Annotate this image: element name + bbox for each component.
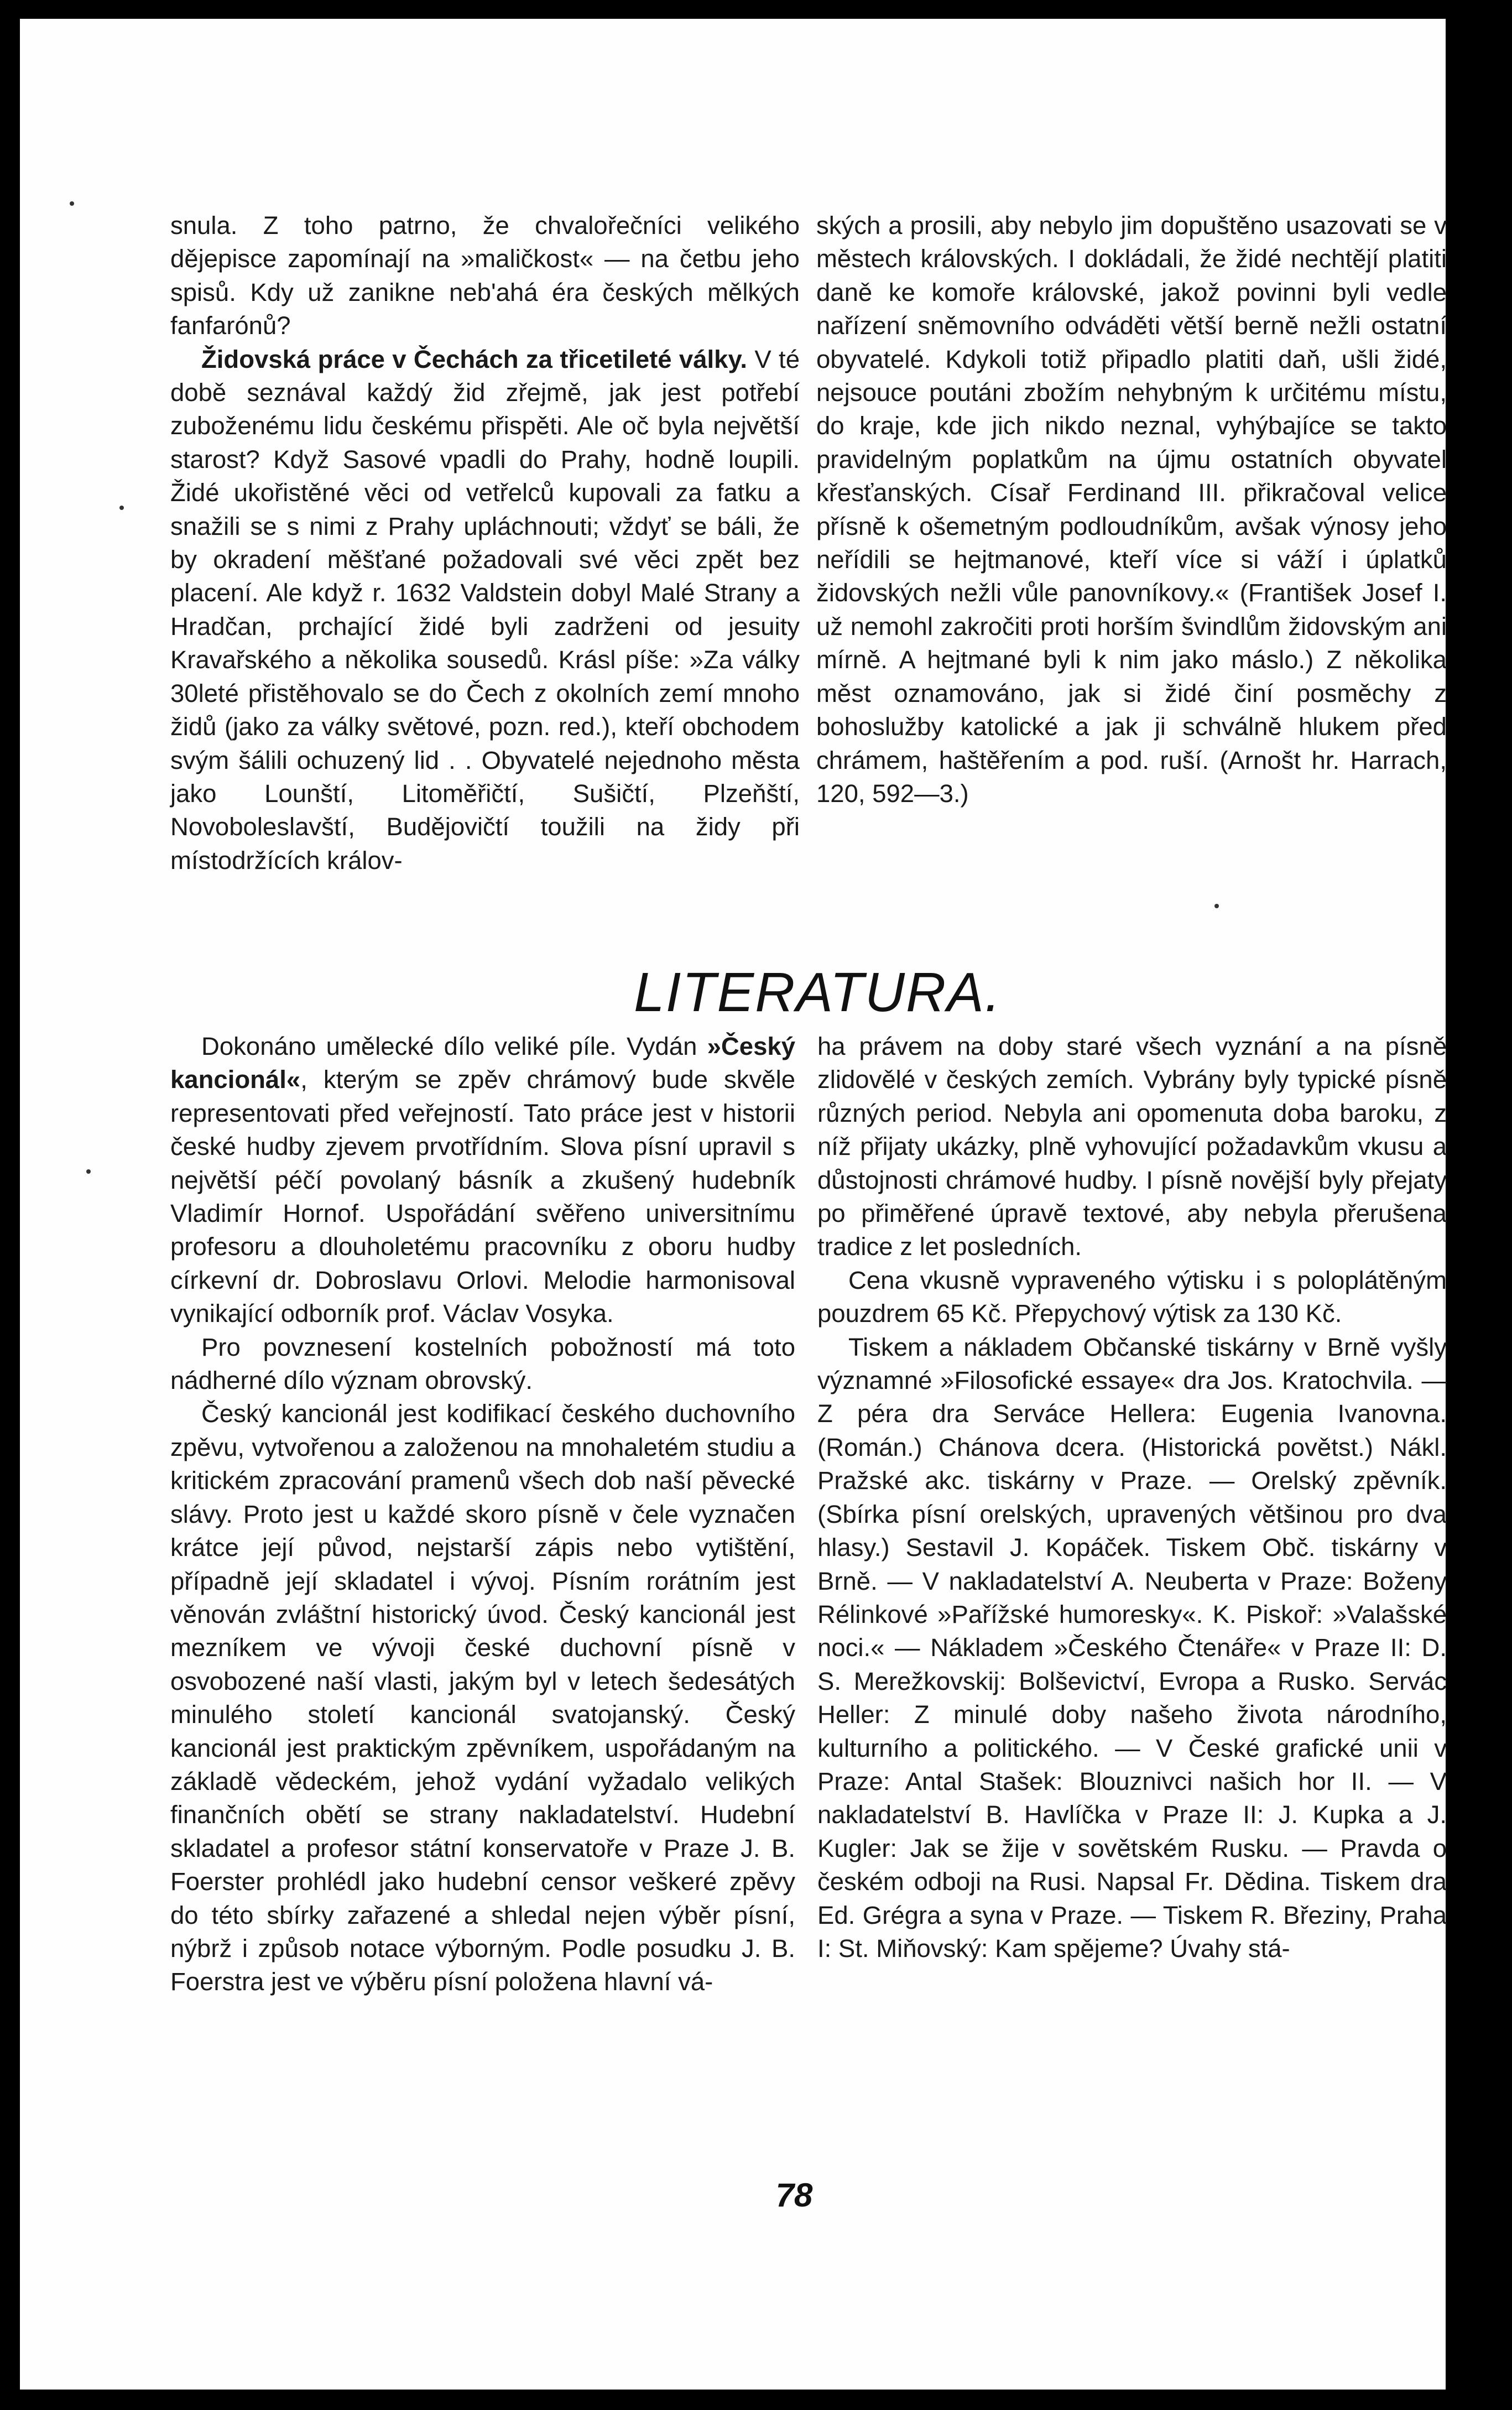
bottom-left-paragraph-2: Pro povznesení kostelních pobožností má toto nádherné dílo význam obrovský. xyxy=(170,1332,795,1395)
bottom-left-paragraph-3: Český kancionál jest kodifikací českého duchovního zpěvu, vytvořenou a založenou na mnohaletém studiu a kritickém zpracování pramenů všech dob naší pěvecké slávy. Proto jest u každé skoro písně v čele vyznačen krátce její původ, nejstarší zápis nebo vytištění, případně její skladatel i vývoj. Písním rorátním jest věnován zvláštní historický úvod. Český kancionál jest mezníkem ve vývoji české duchovní písně v osvobozené naší vlasti, jakým byl v letech šedesátých minulého století kancionál svatojanský. Český kancionál jest praktickým zpěvníkem, uspořádaným na základě vědeckém, jehož vydání vyžadalo velikých finančních obětí se strany nakladatelství. Hudební skladatel a profesor státní konservatoře v Praze J. B. Foerster prohlédl jako hudební censor veškeré zpěvy do této sbírky zařazené a shledal nejen výběr písní, nýbrž i způsob notace výborným. Podle posudku J. B. Foerstra jest ve výběru písní položena hlavní vá- xyxy=(170,1399,795,1996)
print-speck xyxy=(70,201,74,206)
bottom-right-paragraph-2: Cena vkusně vypraveného výtisku i s poloplátěným pouzdrem 65 Kč. Přepychový výtisk za 130 Kč. xyxy=(817,1266,1447,1328)
bottom-left-column xyxy=(170,1030,795,1999)
print-speck xyxy=(1214,904,1219,908)
top-right-paragraph-1: ských a prosili, aby nebylo jim dopuštěno usazovati se v městech královských. I dokládali, že židé nechtějí platiti daně ke komoře královské, jakož povinni byli vedle nařízení sněmovního odváděti větší berně nežli ostatní obyvatelé. Kdykoli totiž připadlo platiti daň, ušli židé, nejsouce poutáni zbožím nehybným k určitému místu, do kraje, kde jich nikdo neznal, vyhýbajíce se takto pravidelným poplatkům na újmu ostatních obyvatel křesťanských. Císař Ferdinand III. přikračoval velice přísně k ošemetným podloudníkům, avšak výnosy jeho neřídili se hejtmanové, kteří více si váží i úplatků židovských nežli vůle panovníkovy.« (František Josef I. už nemohl zakročiti proti horším švindlům židovským ani mírně. A hejtmané byli k nim jako máslo.) Z několika měst oznamováno, jak si židé činí posměchy z bohoslužby katolické a jak ji schválně hlukem před chrámem, haštěřením a pod. ruší. (Arnošt hr. Harrach, 120, 592—3.) xyxy=(816,211,1447,808)
top-right-column xyxy=(816,209,1447,810)
top-left-paragraph-2-text: V té době seznával každý žid zřejmě, jak jest potřebí zuboženému lidu českému přispěti. Ale oč byla největší starost? Když Sasové vpadli do Prahy, hodně loupili. Židé ukořistěné věci od vetřelců kupovali za fatku a snažili se s nimi z Prahy upláchnouti; vždyť se báli, že by okradení měšťané požadovali své věci zpět bez placení. Ale když r. 1632 Valdstein dobyl Malé Strany a Hradčan, prchající židé byli zadrženi od jesuity Kravařského a několika sousedů. Krásl píše: »Za války 30leté přistěhovalo se do Čech z okolních zemí mnoho židů (jako za války světové, pozn. red.), kteří obchodem svým šálili ochuzený lid . . Obyvatelé nejednoho města jako Lounští, Litoměřičtí, Sušičtí, Plzeňští, Novoboleslavští, Budějovičtí toužili na židy při místodržících králov- xyxy=(170,345,800,875)
article-heading-jewish-work: Židovská práce v Čechách za třicetileté války. xyxy=(201,345,748,373)
bottom-left-p1-rest: , kterým se zpěv chrámový bude skvěle representovati před veřejností. Tato práce jest v historii české hudby zjevem prvotřídním. Slova písní upravil s největší péčí povolaný básník a zkušený hudebník Vladimír Hornof. Uspořádání svěřeno universitnímu profesoru a dlouholetému pracovníku z oboru hudby církevní dr. Dobroslavu Orlovi. Melodie harmonisoval vynikající odborník prof. Václav Vosyka. xyxy=(170,1065,795,1328)
section-title: LITERATURA. xyxy=(634,961,1002,1023)
bottom-right-paragraph-1: ha právem na doby staré všech vyznání a na písně zlidovělé v českých zemích. Vybrány byly typické písně různých period. Nebyla ani opomenuta doba baroku, z níž přijaty ukázky, plně vyhovující požadavkům vkusu a důstojnosti chrámové hudby. I písně novější byly přejaty po přiměřené úpravě textové, aby nebyla přerušena tradice z let posledních. xyxy=(817,1032,1447,1261)
print-speck xyxy=(119,506,124,510)
bottom-left-p1-start: Dokonáno umělecké dílo veliké píle. Vydán xyxy=(201,1032,707,1060)
bottom-right-paragraph-3: Tiskem a nákladem Občanské tiskárny v Brně vyšly významné »Filosofické essaye« dra Jos. Kratochvila. — Z péra dra Serváce Hellera: Eugenia Ivanovna. (Román.) Chánova dcera. (Historická povětst.) Nákl. Pražské akc. tiskárny v Praze. — Orelský zpěvník. (Sbírka písní orelských, upravených většinou pro dva hlasy.) Sestavil J. Kopáček. Tiskem Obč. tiskárny v Brně. — V nakladatelství A. Neuberta v Praze: Boženy Rélinkové »Pařížské humoresky«. K. Piskoř: »Valašské noci.« — Nákladem »Českého Čtenáře« v Praze II: D. S. Merežkovskij: Bolševictví, Evropa a Rusko. Servác Heller: Z minulé doby našeho života národního, kulturního a politického. — V České grafické unii v Praze: Antal Stašek: Blouznivci našich hor II. — V nakladatelství B. Havlíčka v Praze II: J. Kupka a J. Kugler: Jak se žije v sovětském Rusku. — Pravda o českém odboji na Rusi. Napsal Fr. Dědina. Tiskem dra Ed. Grégra a syna v Praze. — Tiskem R. Březiny, Praha I: St. Miňovský: Kam spějeme? Úvahy stá- xyxy=(817,1332,1447,1963)
bottom-right-column xyxy=(817,1030,1447,1965)
top-left-paragraph-1: snula. Z toho patrno, že chvalořečníci velikého dějepisce zapomínají na »maličkost« — na četbu jeho spisů. Kdy už zanikne neb'ahá éra českých mělkých fanfarónů? xyxy=(170,211,800,340)
page-number: 78 xyxy=(775,2177,813,2214)
page-sheet xyxy=(20,19,1468,2390)
top-left-column xyxy=(170,209,800,877)
print-speck xyxy=(86,1169,91,1174)
kancional-title: »Český kancionál« xyxy=(170,1032,795,1094)
top-left-paragraph-2 xyxy=(170,343,800,878)
bottom-left-paragraph-1 xyxy=(170,1030,795,1331)
